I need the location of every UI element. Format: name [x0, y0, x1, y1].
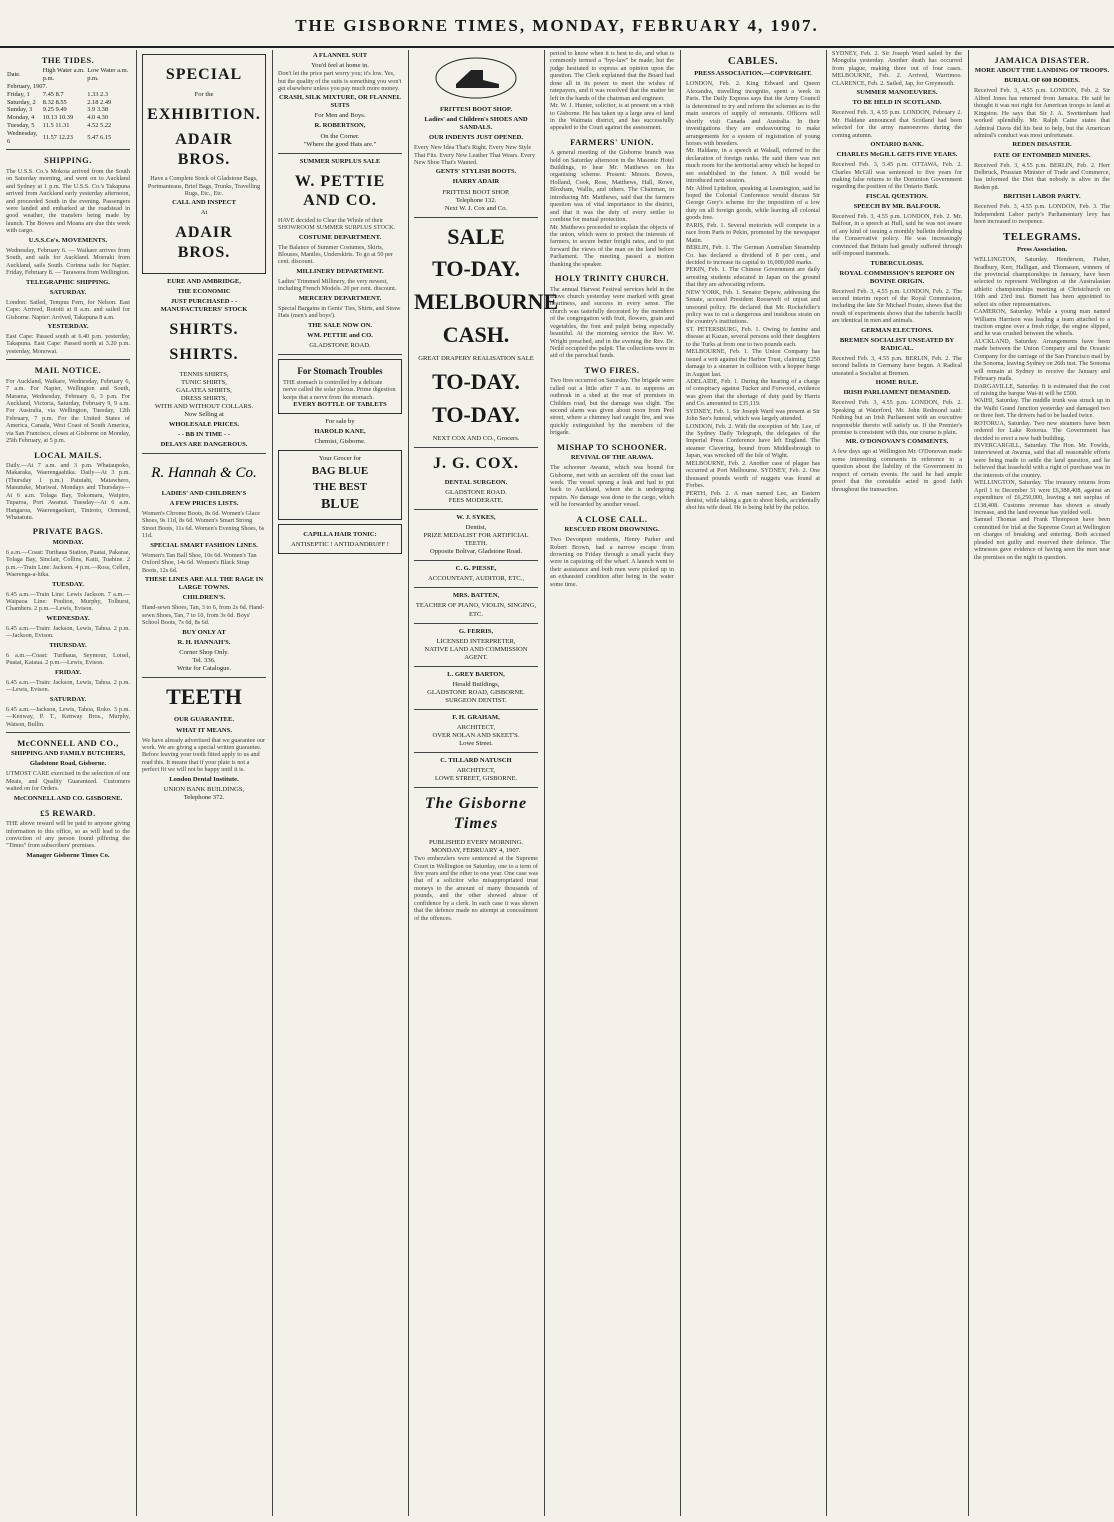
col7-text-6: Received Feb. 3, 4.55 p.m. BERLIN, Feb. 2. The second ballots in Germany have begun. A Radical unseated a Socialist at Bremen.: [832, 354, 962, 377]
dress-shirts: DRESS SHIRTS,: [180, 394, 228, 402]
farmers-text: A general meeting of the Gisborne branch was held on Saturday afternoon in the Masonic Hotel Buildings, to hear Mr. Matthews on his organising scheme. Present: Messrs. Bowes, Holland, Cook, Ross, Matthews, Hall, Rowe, Bloxham, Wallis, and others. The Chairman, in introducing Mr. Matthews, said that the farmers question was of vital importance to the district, and that it was the duty of every settler to combine for mutual protection.: [550, 149, 674, 224]
hannah-special-text: Women's Tan Ball Shoe, 10s 6d. Women's Tan Oxford Shoe, 14s 6d. Women's Black Strap Boots, 12s 6d.: [142, 551, 257, 574]
ontario-heading: ONTARIO BANK.: [870, 141, 924, 148]
day-label: SATURDAY.: [49, 695, 87, 703]
pettie-now-on: THE SALE NOW ON.: [308, 321, 372, 329]
balfour-heading: SPEECH BY MR. BALFOUR.: [853, 202, 941, 210]
adair-ad: [142, 54, 266, 274]
mcconnell-title: McCONNELL AND CO.,: [17, 737, 119, 748]
galatea-shirts: GALATEA SHIRTS,: [176, 386, 232, 394]
column-8: [974, 50, 1110, 1518]
cox-dental: DENTAL SURGEON.: [444, 479, 508, 487]
ferris-name: G. FERRIS,: [458, 627, 494, 635]
shipping-heading: SHIPPING.: [44, 155, 92, 166]
col7-text-2: Received Feb. 3, 4.55 p.m. LONDON, February 2. Mr. Haldane announced that Scotland had been selected for the army manoeuvres during the coming autumn.: [832, 109, 962, 139]
reward-heading: £5 REWARD.: [40, 807, 96, 818]
page-title: THE GISBORNE TIMES, MONDAY, FEBRUARY 4, 1907.: [295, 16, 819, 35]
private-text-4: 6 a.m.—Coast: Turihaua, Seymour, Loisel, Puatai, Kaiaua. 2 p.m.—Lewis, Evison.: [6, 651, 130, 667]
cox-road: GLADSTONE ROAD.: [445, 489, 507, 497]
private-text-5: 6.45 a.m.—Train: Jackson, Lewis, Tahoa. 2 p.m.—Lewis, Evison.: [6, 678, 130, 694]
column-3: [278, 50, 402, 1518]
sale-l6: TO-DAY.: [432, 368, 520, 394]
adair-name-2: ADAIR BROS.: [175, 224, 233, 261]
mcconnell-subtitle: SHIPPING AND FAMILY BUTCHERS,: [10, 750, 126, 758]
teeth-text: We have already advertised that we guarantee our work. We are giving a special written guarantee. Before leaving your tooth fitted apply to us and read this. It means that if your plate is not a perfect fit we will not be happy until it is.: [142, 736, 266, 774]
frittesi-tel: Telephone 132.: [455, 196, 497, 204]
local-mails-text: Daily.—At 7 a.m. and 3 p.m. Whataupoko, Makaraka, Waerengaahika. Daily—At 3 p.m. (Thursday 1 p.m.) Patutahi, Matawhero, Manutuke, Muriwai. Mondays and Thursdays—At 6 a.m. Tolaga Bay, Tokomaru, Waipiro, Tuparoa, Port Awanui. Tuesday—At 6 a.m. Hangaroa, Waerengaokuri, Tiniroto, Ormond, Whatatutu.: [6, 461, 130, 521]
table-row: Friday, 1 7.45 8.7 1.33 2.3: [7, 90, 109, 98]
mercery-text: Special Bargains in Gents' Ties, Shirts, and Straw Hats (men's and boys').: [278, 304, 401, 320]
flannel-heading: A FLANNEL SUIT: [312, 52, 368, 59]
adair-special: SPECIAL: [165, 66, 243, 83]
adair-exhibition: EXHIBITION.: [147, 105, 261, 123]
cables-text-12: LONDON, Feb. 2. With the exception of Mr. Lee, of the Sydney Daily Telegraph, the delegates of the Imperial Press Conference have left England. The steamer Clavering, bound from Middlesbrough to Japan, was wrecked off the Isle of Wight.: [686, 422, 820, 460]
private-text-3: 6.45 a.m.—Train: Jackson, Lewis, Tahoa. 2 p.m.—Jackson, Evison.: [6, 624, 130, 640]
column-2: [142, 50, 266, 1518]
yesterday-text: East Cape: Passed south at 6.40 p.m. yesterday, Takapuna. East Cape: Passed north at 3.20 p.m. yesterday, Monowai.: [6, 332, 130, 355]
yesterday-heading: YESTERDAY.: [47, 322, 89, 330]
close-call: A CLOSE CALL.: [576, 513, 648, 524]
cables-text-6: PEKIN, Feb. 1. The Chinese Government are daily arresting students educated in Japan on the ground that they are advocating reform.: [686, 266, 820, 289]
editorial-text: Two embezzlers were sentenced at the Supreme Court in Wellington on Saturday, one to a term of five years and the other to one year. One case was that of a solicitor who misappropriated trust moneys to the amount of many thousands of pounds, and the other showed abuse of confidence by a clerk. In each case it was shown that the defence made no attempt at concealment of the offences.: [414, 855, 538, 922]
table-row: Wednesday, 6 11.57 12.23 5.47 6.15: [7, 129, 112, 145]
bluebag-line2: BAG BLUE: [311, 465, 369, 478]
cables-text-8: ST. PETERSBURG, Feb. 1. Owing to famine and disease at Kazan, several persons sold their daughters to the Turks at from one to two pounds each.: [686, 325, 820, 348]
flannel-text: Don't let the price part worry you; it's low. Yes, but the quality of the suits is something you won't get elsewhere unless you pay much more money.: [278, 70, 402, 92]
column-6: [686, 50, 820, 1518]
teeth-means: WHAT IT MEANS.: [176, 726, 232, 734]
day-label: THURSDAY.: [49, 641, 87, 649]
table-row: Saturday, 2 8.32 8.55 2.18 2.49: [7, 98, 112, 106]
center-text-1: period to know when it is best to do, and what is commonly termed a "bye-law" be made; but the judge hesitated to express an opinion upon the question. The Clerk explained that the Board had done all in its power to meet the wishes of ratepayers, and it was resolved that the matter be left in the hands of the chairman and engineer.: [550, 50, 674, 102]
shirts-heading: SHIRTS.: [169, 320, 239, 338]
rescued-heading: RESCUED FROM DROWNING.: [564, 526, 660, 534]
sale-l2: TO-DAY.: [432, 256, 520, 282]
private-text-2: 6.45 a.m.—Train Line: Lewis Jackson. 7 a.m.—Waipaoa Line: Poulton, Murphy, Tolhurst, Chambers. 2 p.m.—Lewis, Evison.: [6, 590, 130, 613]
telegrams-text-8: WELLINGTON, Saturday. The treasury returns from April 1 to December 31 were £6,388,408, against an expenditure of £6,250,000, leaving a net surplus of £138,408. Customs revenue has shown a steady increase, and the land revenue has yielded well.: [974, 479, 1110, 516]
cox-fees: FEES MODERATE.: [448, 497, 504, 505]
movements-text: Wednesday, February 6. — Waikare arrives from South, and sails for Auckland. Moeraki from Auckland, sails South. Corinna sails for Napier. Friday, February 8. — Tarawera from Wellington.: [6, 246, 130, 277]
mcconnell-text: UTMOST CARE exercised in the selection of our Meats, and Quality Guaranteed. Customers waited on for Orders.: [6, 770, 130, 793]
column-5: [550, 50, 674, 1518]
bin-time: - - BB IN TIME - -: [177, 430, 231, 438]
adair-name: ADAIR BROS.: [175, 131, 233, 168]
barton-name: L. GREY BARTON,: [447, 670, 505, 678]
adair-address: EURE AND AMBRIDGE,: [167, 277, 241, 285]
col7-text-7: Received Feb. 3, 4.55 p.m. LONDON, Feb. 2. Speaking at Waterford, Mr. John Redmond said: Nothing but an Irish Parliament with an executive responsible thereto will satisfy us. If the Premier's promise is consistent with this, our course is plain.: [832, 399, 962, 436]
fate-heading: FATE OF ENTOMBED MINERS.: [993, 151, 1091, 159]
sale-l4: CASH.: [442, 322, 510, 348]
cables-text-7: NEW YORK, Feb. 1. Senator Depew, addressing the Senate, accused President Roosevelt of unjust and unsound policy. He declared that Mr. Rockefeller's policy was to cut a dangerous and insidious strain on the country's institutions.: [686, 288, 820, 326]
stomach-chemist-2: Chemist, Gisborne.: [314, 438, 366, 446]
telegraphic-text: London: Sailed, Tempus Fern, for Nelson. East Cape: Arrived, Rotoiti at 8 a.m. and sailed for Gisborne. Napier: Arrived, Takapuna 8 a.m.: [6, 298, 130, 321]
sykes-opp: Opposite Bolivar, Gladstone Road.: [429, 548, 523, 556]
flannel-crash: CRASH, SILK MIXTURE, OR FLANNEL SUITS: [278, 94, 401, 110]
batten-title: TEACHER OF PIANO, VIOLIN, SINGING, ETC.: [415, 602, 537, 618]
irish-heading: IRISH PARLIAMENT DEMANDED.: [843, 389, 951, 397]
cables-text-1: LONDON, Feb. 2. King Edward and Queen Alexandra, travelling incognito, spent a week in Paris. The Daily Express says that the Army Council is determined to try and reform the schemes as to the main sources of supply of remounts. Officers will shortly visit Canada and Australia. In their investigations they are endeavouring to make arrangements for a system of registration of young horses with breeders.: [686, 80, 820, 147]
column-rule: [680, 50, 681, 1516]
two-fires: TWO FIRES.: [584, 364, 640, 375]
cables-text-2: Mr. Haldane, in a speech at Walsall, referred to the declaration of foreign ranks. He said there was not much room for the territorial army which he hoped to see established in the future. A Bill would be introduced next session.: [686, 147, 820, 185]
dental-institute: London Dental Institute.: [169, 775, 239, 783]
hannah-childrens-text: Hand-sewn Shoes, Tan, 3 to 6, from 2s 6d. Hand-sewn Shoes, Tan, 7 to 10, from 3s 6d. Boys' School Boots, 7s 6d, 8s 6d.: [142, 604, 265, 627]
col7-text-8: A few days ago at Wellington Mr. O'Donovan made some interesting comments in reference to a question about the liability of the Government in respect of certain events. He said he had ample proof that the constable acted in good faith throughout the transaction.: [832, 448, 962, 493]
hannah-write: Write for Catalogue.: [176, 664, 232, 672]
flannel-name: R. ROBERTSON,: [314, 122, 366, 130]
frittesi-gents: GENTS' STYLISH BOOTS.: [435, 168, 517, 176]
pettie-text: HAVE decided to Clear the Whole of their SHOWROOM SUMMER SURPLUS STOCK.: [278, 216, 396, 232]
column-7: [832, 50, 962, 1518]
cables-text-10: ADELAIDE, Feb. 1. During the hearing of a charge of conspiracy against Tucker and Forwood, evidence was given that the shortage of duty paid by Harris and Co. amounted to £35,119.: [686, 377, 820, 408]
reward-text: THE above reward will be paid to anyone giving information to this office, so as will lead to the conviction of any person found pilfering the "Times" from subscribers' premises.: [6, 820, 130, 850]
boot-logo: [431, 56, 521, 100]
tides-col-low: Low Water a.m. p.m.: [87, 67, 129, 83]
frittesi-ours: OUR INDENTS JUST OPENED.: [428, 134, 524, 142]
batten-name: MRS. BATTEN,: [452, 592, 500, 600]
cables-text-3: Mr. Alfred Lyttelton, speaking at Leamington, said he hoped the Colonial Conference would discuss Sir George Grey's scheme for the imposition of a low duty on all foreign goods, while leaving all colonial goods free.: [686, 184, 820, 222]
blue-bag-ad: [278, 450, 402, 520]
reden-heading: REDEN DISASTER.: [1012, 141, 1072, 149]
cables-assoc: PRESS ASSOCIATION.—COPYRIGHT.: [694, 70, 812, 78]
adair-economic: THE ECONOMIC: [177, 287, 231, 295]
table-row: Sunday, 3 9.25 9.49 3.9 3.38: [7, 106, 109, 114]
hannah-these: THESE LINES ARE ALL THE RAGE IN LARGE TOWNS.: [144, 576, 264, 592]
arawa-heading: REVIVAL OF THE ARAWA.: [570, 454, 654, 462]
adair-for: For the: [194, 90, 214, 98]
teeth-guarantee: OUR GUARANTEE.: [173, 716, 235, 724]
holy-trinity: HOLY TRINITY CHURCH.: [555, 273, 669, 284]
cables-text-14: PERTH, Feb. 2. A man named Lee, an Eastern dentist, while taking a gun to shoot birds, accidentally shot his wife dead. He is being held by the police.: [686, 489, 820, 512]
column-rule: [136, 50, 137, 1516]
ferris-agent: NATIVE LAND AND COMMISSION AGENT.: [424, 645, 528, 661]
barton-bldg: Herald Buildings,: [452, 680, 500, 688]
frittesi-closer2: FRITTESI BOOT SHOP.: [442, 188, 510, 196]
mcconnell-address: Gladstone Road, Gisborne.: [29, 760, 107, 768]
home-heading: HOME RULE.: [875, 379, 919, 387]
tennis-shirts: TENNIS SHIRTS,: [179, 370, 229, 378]
day-label: TUESDAY.: [52, 580, 84, 588]
column-rule: [544, 50, 545, 1516]
flannel-for: For Men and Boys.: [314, 112, 366, 120]
stomach-heading: For Stomach Troubles: [297, 365, 383, 376]
collars: WITH AND WITHOUT COLLARS.: [154, 402, 254, 410]
bluebag-line4: BLUE: [320, 497, 360, 512]
tunic-shirts: TUNIC SHIRTS,: [181, 378, 227, 386]
tillard-title: ARCHITECT,: [456, 766, 496, 774]
center-text-2: Mr. W. J. Hunter, solicitor, is at present on a visit to Gisborne. He has taken up a large area of land in the Waimata district, and has successfully appealed to the Court against the assessment.: [550, 102, 674, 132]
hannah-special: SPECIAL SMART FASHION LINES.: [150, 541, 258, 549]
bluebag-line3: THE BEST: [312, 480, 368, 493]
sale-next: NEXT COX AND CO., Grocers.: [432, 434, 520, 442]
cox-name: J. G. COX.: [433, 454, 519, 472]
ferris-title: LICENSED INTERPRETER,: [436, 637, 516, 645]
column-1: [6, 50, 130, 1518]
telegrams-text-3: AUCKLAND, Saturday. Arrangements have been made between the Union Company and the Oceanic Company for the carriage of the San Francisco mail by the Sonoma, leaving Sydney on 26th inst. The Sonoma will remain at Sydney to receive the January and February mails.: [974, 337, 1111, 383]
tides-col-high: High Water a.m. p.m.: [42, 67, 85, 83]
tillard-name: C. TILLARD NATUSCH: [440, 756, 512, 764]
burial-heading: BURIAL OF 600 BODIES.: [1004, 77, 1080, 85]
column-rule: [826, 50, 827, 1516]
hannah-logo: [149, 460, 259, 484]
gisborne-times-date: MONDAY, FEBRUARY 4, 1907.: [431, 847, 521, 855]
column-rule: [272, 50, 273, 1516]
pettie-closer: WM. PETTIE and CO.: [307, 331, 373, 339]
graham-title: ARCHITECT,: [456, 723, 496, 731]
telegrams-text-5: WAIHI, Saturday. The middle trunk was struck up in the Waihi Grand Junction yesterday and damaged two or three feet. The drivers had to be hauled twice.: [974, 397, 1110, 420]
private-text-6: 6.45 a.m.—Jackson, Lewis, Tahoa, Roko. 3 p.m.—Kenway, P. T., Kenway Bros., Murphy, Watson, Bullin.: [6, 705, 130, 728]
hannah-shop: R. H. HANNAH'S.: [177, 638, 231, 646]
pettie-sale: SUMMER SURPLUS SALE: [299, 157, 381, 165]
telegrams-text-4: DARGAVILLE, Saturday. It is estimated that the cost of raising the barque Wai-iti will be £500.: [974, 382, 1110, 397]
svg-text:R. Hannah & Co.: R. Hannah & Co.: [151, 464, 257, 481]
teeth-heading: TEETH: [166, 683, 242, 709]
wholesale: WHOLESALE PRICES.: [168, 420, 240, 428]
flannel-sub: You'd feel at home in.: [311, 62, 369, 70]
sykes-prize: PRIZE MEDALIST FOR ARTIFICIAL TEETH.: [423, 532, 529, 548]
column-rule: [408, 50, 409, 1516]
day-label: WEDNESDAY.: [46, 614, 90, 622]
stomach-text: THE stomach is controlled by a delicate nerve called the solar plexus. Prime digestion keeps that a nerve from the stomach.: [283, 378, 396, 401]
cables-text-13: MELBOURNE, Feb. 2. Another case of plague has occurred at Port Melbourne. SYDNEY, Feb. 2. One thousand pounds worth of nuggets was found at Forbes.: [686, 459, 820, 490]
capilla-sub: ANTISEPTIC ! ANTIDANDRUFF !: [291, 541, 389, 549]
pettie-name: W. PETTIE AND CO.: [294, 172, 386, 210]
column-4: [414, 50, 559, 1518]
stomach-ad: [278, 359, 402, 414]
sale-l7: TO-DAY.: [432, 401, 520, 427]
mcgill-heading: CHARLES McGILL GETS FIVE YEARS.: [836, 151, 958, 159]
millinery-dept: MILLINERY DEPARTMENT.: [296, 267, 384, 275]
adair-list: Have a Complete Stock of Gladstone Bags, Portmanteaus, Brief Bags, Trunks, Travelling Rugs, Etc., Etc.: [147, 175, 261, 197]
cables-text-5: BERLIN, Feb. 1. The German Australian Steamship Co. has declared a dividend of 8 per cent., and decided to increase its capital to 16,000,000 marks.: [686, 244, 820, 266]
sale-l5: GREAT DRAPERY REALISATION SALE: [418, 354, 534, 362]
tides-heading: THE TIDES.: [41, 55, 95, 65]
reden-text: Received Feb. 3, 4.55 p.m. BERLIN, Feb. 2. Herr Delbruck, Prussian Minister of Trade and Commerce, has informed the Diet that nobody is alive in the Reden pit.: [974, 161, 1110, 191]
hannah-corner: Corner Shop Only.: [179, 648, 229, 656]
telegrams-text-2: CAMERON, Saturday. While a young man named Williams Harrison was leading a team attached to a traction engine over a fresh ridge, the engine slipped, and he was crushed between the wheels.: [974, 308, 1110, 338]
millinery-text: Ladies' Trimmed Millinery, the very newest, including French Models. 20 per cent. discount.: [278, 277, 397, 293]
press-assoc: Press Association.: [1016, 246, 1068, 254]
col7-text-5: Received Feb. 3, 4.55 p.m. LONDON, Feb. 2. The second interim report of the Royal Commission, including the late Sir Michael Foster, shows that the result of experiments shows that the tubercle bacilli are identical in men and animals.: [832, 287, 962, 325]
movements-heading: U.S.S.Co's. MOVEMENTS.: [28, 236, 108, 244]
sykes-name: W. J. SYKES,: [456, 514, 496, 522]
stomach-for-sale: For sale by: [325, 418, 355, 426]
hannah-ladies: LADIES' AND CHILDREN'S: [161, 489, 247, 497]
mcconnell-signoff: McCONNELL AND CO. GISBORNE.: [13, 794, 123, 802]
fiscal-heading: FISCAL QUESTION.: [866, 192, 928, 200]
tides-month: February, 1907.: [7, 82, 48, 90]
local-mails-heading: LOCAL MAILS.: [34, 449, 102, 460]
day-label: MONDAY.: [52, 538, 84, 546]
private-bags-heading: PRIVATE BAGS.: [32, 526, 104, 537]
mail-heading: MAIL NOTICE.: [34, 365, 102, 376]
bremen-heading: BREMEN SOCIALIST UNSEATED BY RADICAL.: [839, 336, 955, 352]
tides-table: [6, 67, 130, 145]
mercery-dept: MERCERY DEPARTMENT.: [298, 294, 382, 302]
flannel-loc: On the Corner.: [320, 132, 360, 140]
piesse-title: ACCOUNTANT, AUDITOR, ETC.,: [428, 575, 524, 583]
flannel-motto: "Where the good Hats are.": [303, 140, 377, 148]
jamaica-sub: MORE ABOUT THE LANDING OF TROOPS.: [974, 67, 1110, 75]
frittesi-ladies: Ladies' and Children's SHOES AND SANDALS.: [424, 116, 528, 132]
cables-text-9: MELBOURNE, Feb. 1. The Union Company has issued a writ against the Harbor Trust, claiming £250 damage to a steamer in collision with a hopper barge in August last.: [686, 348, 820, 378]
cables-text-11: SYDNEY, Feb. 1. Sir Joseph Ward was present at Sir John See's funeral, which was largely attended.: [686, 407, 820, 423]
tides-col-date: Date.: [7, 71, 21, 79]
labor-heading: BRITISH LABOR PARTY.: [1003, 193, 1081, 201]
manager: Manager Gisborne Times Co.: [26, 851, 110, 859]
hannah-tel: Tel. 336.: [192, 656, 216, 664]
stomach-promoter: EVERY BOTTLE OF TABLETS: [293, 401, 387, 409]
frittesi-text: Every New Idea That's Right. Every New Style That Fits. Every New Leather That Wears. Every New Shoe That's Wanted.: [414, 144, 536, 166]
pettie-road: GLADSTONE ROAD.: [309, 341, 371, 349]
masthead: [0, 0, 1114, 48]
shipping-text: The U.S.S. Co.'s Mokoia arrived from the South on Saturday morning, and went on to Auckland and Sydney at 1 p.m. The U.S.S. Co.'s Takapuna arrived from Auckland early yesterday afternoon, and proceeded South in the evening. Passengers were landed and embarked at the roadstead in good weather, the transfers being made by launch. The Bowes and Moana are due this week with cargo.: [6, 167, 130, 235]
gisborne-times-pub: PUBLISHED EVERY MORNING.: [428, 839, 524, 847]
jamaica-text: Received Feb. 3, 4.55 p.m. LONDON, Feb. 2. Sir Alfred Jones has returned from Jamaica. He said he thought it was not right for American troops to land at Kingston. He says that Sir J. A. Swettenham had worked splendidly. Mr. Ralph Caine states that Admiral Davis did his best to help, but the American admiral's conduct was most unfortunate.: [974, 87, 1110, 140]
tb-heading: TUBERCULOSIS.: [870, 259, 924, 267]
delays: DELAYS ARE DANGEROUS.: [160, 440, 248, 448]
barton-title: SURGEON DENTIST.: [445, 696, 507, 704]
telegrams-text-9: Samuel Thomas and Frank Thompson have been committed for trial at the Supreme Court at Wellington on charges of breaking and entering. Both accused pleaded not guilty and reserved their defence. The witnesses gave evidence of having seen the men near the premises on the night in question.: [974, 516, 1110, 561]
col7-text-3: Received Feb. 3, 5.45 p.m. OTTAWA, Feb. 2. Charles McGill was sentenced to five years for making false returns to the Dominion Government regarding the position of the Ontario Bank.: [832, 161, 962, 191]
costume-dept: COSTUME DEPARTMENT.: [298, 233, 382, 241]
shirts-heading-2: SHIRTS.: [169, 346, 239, 364]
sale-l3: MELBOURNE: [414, 289, 559, 315]
labor-text: Received Feb. 3, 4.55 p.m. LONDON, Feb. 3. The Independent Labor party's Parliamentary levy has been increased to twopence.: [974, 203, 1110, 226]
sykes-title: Dentist,: [465, 524, 487, 532]
graham-st: Lowe Street.: [459, 739, 493, 747]
hannah-childrens: CHILDREN'S.: [182, 594, 226, 602]
cables-heading: CABLES.: [727, 55, 779, 67]
selling: Now Selling at: [184, 410, 224, 418]
telegraphic-heading: TELEGRAPHIC SHIPPING.: [26, 278, 110, 286]
frittesi-next: Next W. J. Cox and Co.: [444, 204, 508, 212]
piesse-name: C. G. PIESSE,: [455, 565, 497, 573]
column-rule: [968, 50, 969, 1516]
adair-invite: CALL AND INSPECT: [172, 199, 236, 207]
col7-text-4: Received Feb. 3, 4.55 p.m. LONDON, Feb. 2. Mr. Balfour, in a speech at Hull, said he was not aware of any kind of issuing a monthly bulletin defending the Conservative policy. He was increasingly convinced that Britain had greatly suffered through self-imposed trammels.: [832, 212, 962, 258]
rescued-text: Two Devonport residents, Henry Parker and Robert Brown, had a narrow escape from drowning on Friday through a small yacht they were in capsizing off the wharf. A launch went to their assistance and both men were picked up in an exhausted condition after being in the water some time.: [550, 536, 674, 588]
arawa-text: The schooner Awanui, which was bound for Gisborne, met with an accident off the coast last week. The vessel sprang a leak and had to put back to Auckland, where she is undergoing repairs. No damage was done to the cargo, which will be forwarded by another vessel.: [550, 464, 674, 509]
hannah-prices-text: Women's Chrome Boots, 8s 6d. Women's Glace Shoes, 9s 11d, 8s 6d. Women's Smart Strong Street Boots, 11s 6d. Women's Evening Shoes, 6s 11d.: [142, 510, 265, 540]
graham-loc: OVER NOLAN AND SKEET'S.: [432, 731, 520, 739]
hannah-buy: BUY ONLY AT: [182, 628, 226, 636]
barton-road: GLADSTONE ROAD, GISBORNE.: [427, 688, 525, 696]
fires-text: Two fires occurred on Saturday. The brigade were called out a little after 7 a.m. to suppress an outbreak in a shed at the rear of premises in Childers road, but the damage was slight. The second alarm was given about noon from Peel street, where a chimney had caught fire, and was quickly extinguished by the members of the brigade.: [550, 377, 674, 437]
telegrams-text-7: INVERCARGILL, Saturday. The Hon. Mr. Fowlds, interviewed at Awarua, said that all reasonable efforts were being made to settle the land question, and he believed that leasehold with a right of purchase was in the interests of the country.: [974, 442, 1110, 479]
mishap-heading: MISHAP TO SCHOONER.: [556, 441, 668, 452]
telegrams-text-1: WELLINGTON, Saturday. Henderson, Fisher, Bradbury, Kerr, Halligan, and Thomasen, winners of the provincial championships in January, have been selected to represent Wellington at the Australasian athletic championships meeting at Christchurch on 16th and 23rd inst. Burnett has been appointed to select six other representatives.: [974, 256, 1110, 308]
telegrams-heading: TELEGRAMS.: [1002, 230, 1082, 243]
stomach-chemist: HAROLD KANE,: [314, 428, 366, 436]
dental-telephone: Telephone 372.: [183, 793, 225, 801]
sale-l1: SALE: [447, 223, 505, 249]
bovine-heading: ROYAL COMMISSION'S REPORT ON BOVINE ORIGIN.: [839, 269, 955, 285]
mail-text: For Auckland, Waikare, Wednesday, February 6, 7 a.m. For Napier, Wellington and South, Marama, Wednesday, February 6, 3 p.m. For Auckland, Victoria, Saturday, February 9, 9 a.m. For Australia, via Wellington, Tuesday, 12th February, 7 p.m. For the United States of America, Canada, West Coast of South America, via San Francisco, closes at Gisborne on Monday, 25th February, at 5 p.m.: [6, 377, 130, 445]
german-heading: GERMAN ELECTIONS.: [861, 326, 933, 334]
col7-text-1: SYDNEY, Feb. 2. Sir Joseph Ward sailed by the Mongolia yesterday. Another death has occurred from plague, making three out of four cases. MELBOURNE, Feb. 2. Arrived, Warrimoo. CLARENCE, Feb. 2. Sailed, Jap, for Greymouth.: [832, 50, 962, 87]
day-label: FRIDAY.: [54, 668, 82, 676]
scotland-heading: TO BE HELD IN SCOTLAND.: [852, 99, 942, 107]
hannah-prices: A FEW PRICES LISTS.: [169, 499, 239, 507]
costume-text: The Balance of Summer Costumes, Skirts, Blouses, Mantles, Underskirts. To go at 50 per cent. discount.: [278, 243, 393, 266]
tillard-st: LOWE STREET, GISBORNE.: [434, 774, 518, 782]
trinity-text: The annual Harvest Festival services held in the above church yesterday were marked with great heartiness, and success in every sense. The church was tastefully decorated by the members of the congregation with fruit, flowers, grain and vegetables, the font and pulpit being especially beautiful. At the morning service the Rev. W. Wright preached, and in the evening the Rev. Dr. Neild occupied the pulpit. The collections were in aid of the parochial funds.: [550, 285, 674, 360]
jamaica-heading: JAMAICA DISASTER.: [994, 55, 1090, 65]
farmers-text-2: Mr. Matthews proceeded to explain the objects of the union, which were to protect the interests of farmers, to secure better freight rates, and to put forward the views of the man on the land before Parliament. The meeting passed a motion thanking the speaker.: [550, 223, 674, 268]
adair-at: At: [200, 209, 208, 217]
summer-heading: SUMMER MANOEUVRES.: [856, 89, 938, 97]
private-text-1: 6 a.m.—Coast: Turihaua Station, Puatai, Pakarae, Tolaga Bay, Sinclair, Collins, Kaiti, Tuahine. 2 p.m.—Train Line: Jackson. 4 p.m.—Ross, Cellen, Waerenga-a-hika.: [6, 548, 130, 579]
frittesi-name: FRITTESI BOOT SHOP.: [439, 106, 512, 113]
bluebag-line1: Your Grocer for: [318, 455, 362, 463]
capilla-title: CAPILLA HAIR TONIC:: [303, 531, 377, 539]
table-row: Tuesday, 5 11.5 11.31 4.52 5.22: [7, 122, 112, 130]
telegrams-text-6: ROTORUA, Saturday. Two new steamers have been ordered for Lake Rotorua. The Government has decided to erect a new bath building.: [974, 419, 1110, 442]
frittesi-closer: HARRY ADAIR: [452, 178, 500, 186]
adair-purchased: JUST PURCHASED - - MANUFACTURERS' STOCK: [160, 297, 248, 313]
farmers-union: FARMERS' UNION.: [570, 136, 654, 147]
cables-text-4: PARIS, Feb. 1. Several motorists will compete in a race from Paris to Pekin, promoted by the newspaper Matin.: [686, 221, 820, 244]
odonovan-heading: MR. O'DONOVAN'S COMMENTS.: [845, 438, 949, 446]
dental-building: UNION BANK BUILDINGS,: [163, 785, 245, 793]
gisborne-times-name: The Gisborne Times: [424, 795, 528, 832]
table-row: Monday, 4 10.13 10.39 4.0 4.30: [7, 114, 109, 122]
graham-name: F. H. GRAHAM,: [452, 713, 500, 721]
capilla-ad: [278, 524, 402, 554]
telegraphic-date: SATURDAY.: [49, 288, 87, 296]
